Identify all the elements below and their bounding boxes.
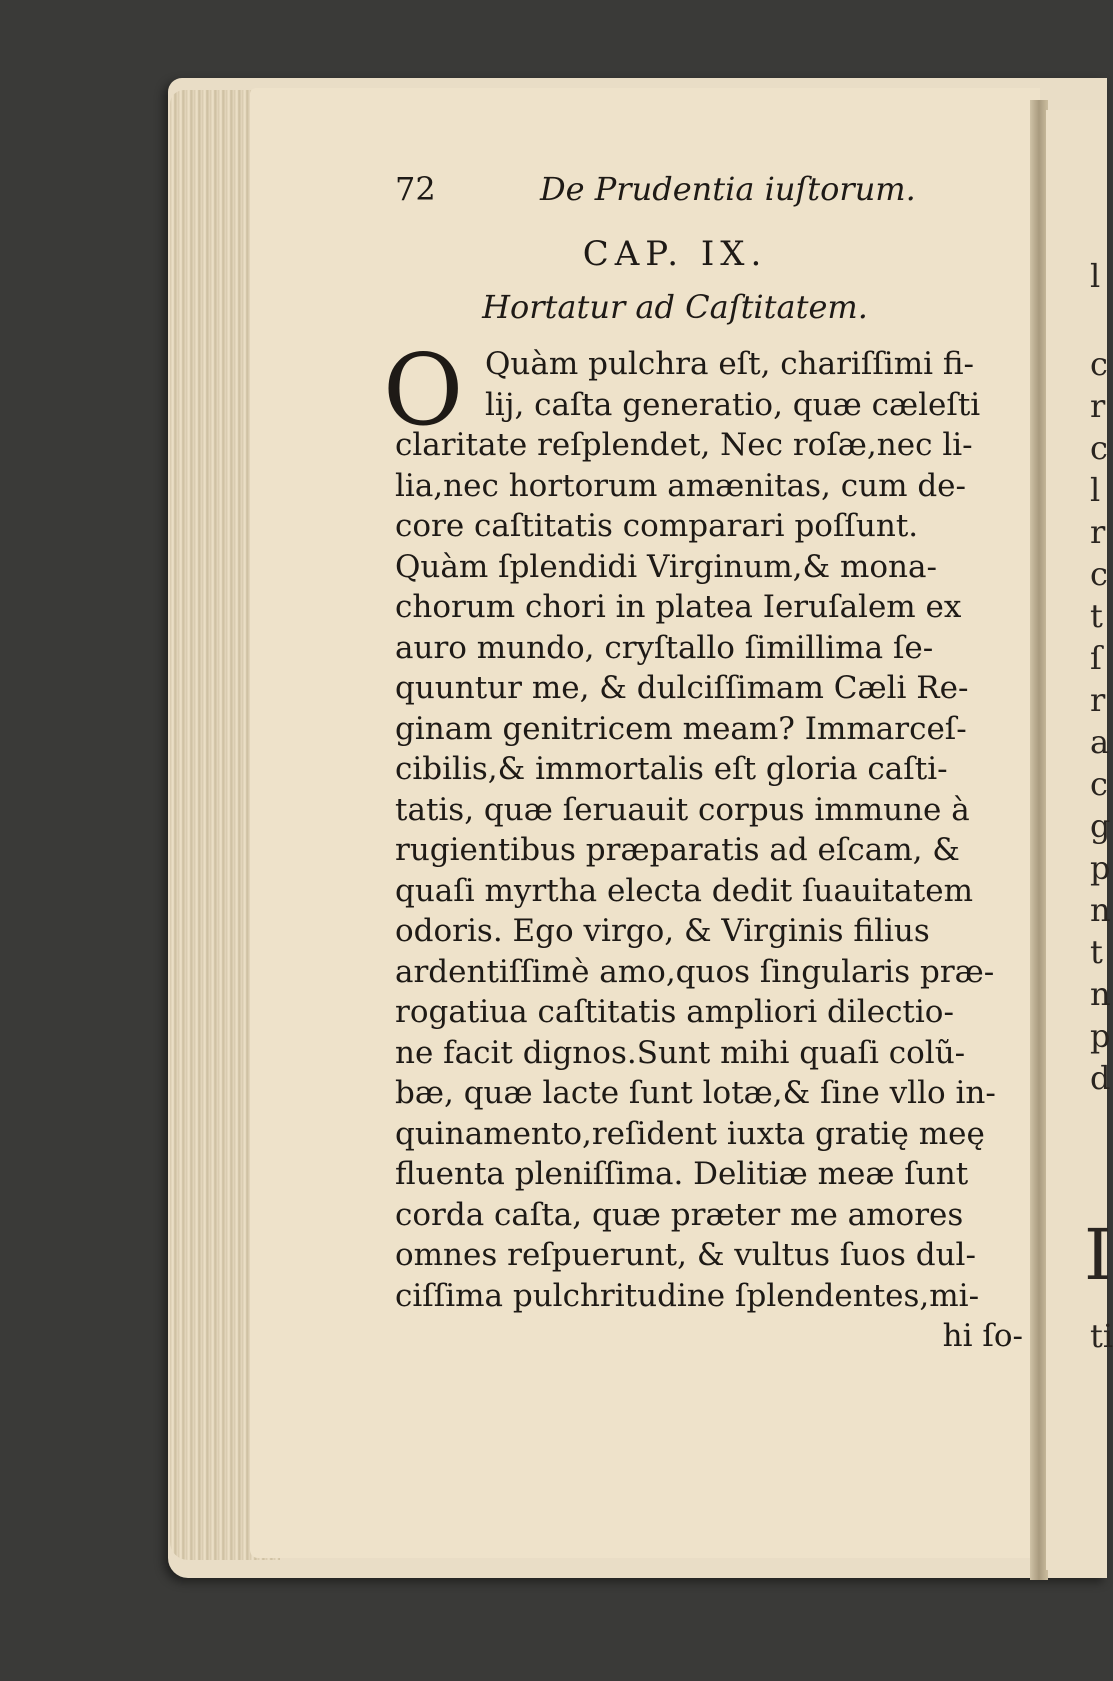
body-text	[383, 334, 1025, 1357]
text-line: auro mundo, cryſtallo ſimillima ſe-	[395, 629, 934, 666]
text-line: claritate reſplendet, Nec roſæ,nec li-	[395, 427, 973, 463]
text-line: ne facit dignos.Sunt mihi quaſi colũ-	[395, 1034, 966, 1071]
text-line: corda caſta, quæ præter me amores	[395, 1196, 964, 1233]
text-line: omnes reſpuerunt, & vultus ſuos dul-	[395, 1237, 976, 1273]
next-page-letter: ſ	[1090, 639, 1102, 677]
text-line: bæ, quæ lacte ſunt lotæ,& ſine vllo in-	[395, 1075, 996, 1111]
next-page-letter: n	[1090, 891, 1111, 929]
text-line: quuntur me, & dulciſſimam Cæli Re-	[395, 670, 969, 706]
text-line: quaſi myrtha electa dedit ſuauitatem	[395, 872, 973, 909]
page-number: 72	[395, 170, 436, 208]
chapter-heading: CAP. IX.	[582, 234, 768, 274]
next-page-letter: t	[1090, 933, 1103, 971]
text-line: ciſſima pulchritudine ſplendentes,mi-	[395, 1277, 980, 1314]
next-page-letter: ti	[1090, 1317, 1113, 1355]
text-line: tatis, quæ ſeruauit corpus immune à	[395, 791, 970, 828]
text-line: core caſtitatis comparari poſſunt.	[395, 508, 919, 544]
next-page-letter: n	[1090, 975, 1111, 1013]
next-page-letter: r	[1090, 513, 1106, 551]
text-line: odoris. Ego virgo, & Virginis filius	[395, 913, 930, 949]
next-page-letter: c	[1090, 429, 1108, 467]
text-line: Quàm ſplendidi Virginum,& mona-	[395, 548, 937, 585]
next-page-letter: c	[1090, 345, 1108, 383]
next-page-letter: I	[1084, 1214, 1112, 1296]
text-line: rogatiua caſtitatis ampliori dilectio-	[395, 994, 954, 1030]
next-page-letter: d	[1090, 1059, 1111, 1097]
text-line: ginam genitricem meam? Immarceſ-	[395, 710, 967, 747]
text-line: cibilis,& immortalis eſt gloria caſti-	[395, 751, 948, 787]
drop-cap: O	[383, 334, 464, 448]
next-page-letter: r	[1090, 387, 1106, 425]
text-line: ardentiſſimè amo,quos ſingularis præ-	[395, 953, 995, 990]
text-line: lij, caſta generatio, quæ cæleſti	[485, 386, 981, 423]
next-page-letter: p	[1090, 1017, 1111, 1055]
catchword: hi ſo-	[942, 1318, 1023, 1354]
next-page-letter: g	[1090, 807, 1111, 845]
page-header	[395, 170, 1025, 230]
next-page-letter: l	[1090, 257, 1101, 295]
chapter-title: Hortatur ad Caſtitatem.	[482, 288, 868, 326]
running-head: De Prudentia iuſtorum.	[540, 170, 916, 208]
text-line: fluenta pleniſſima. Delitiæ meæ ſunt	[395, 1156, 969, 1192]
next-page-letter: a	[1090, 723, 1110, 761]
text-line: rugientibus præparatis ad eſcam, &	[395, 832, 960, 868]
next-page-letter: t	[1090, 597, 1103, 635]
text-line: lia,nec hortorum amænitas, cum de-	[395, 467, 966, 504]
next-page-letter: r	[1090, 681, 1106, 719]
next-page-letter: l	[1090, 471, 1101, 509]
text-line: Quàm pulchra eſt, chariſſimi fi-	[485, 346, 975, 382]
next-page-letter: c	[1090, 765, 1108, 803]
text-line: chorum chori in platea Ieruſalem ex	[395, 589, 962, 625]
next-page-letter: p	[1090, 849, 1111, 887]
next-page-letter: c	[1090, 555, 1108, 593]
page-text	[383, 170, 1025, 1357]
text-line: quinamento,reſident iuxta gratię meę	[395, 1115, 985, 1152]
